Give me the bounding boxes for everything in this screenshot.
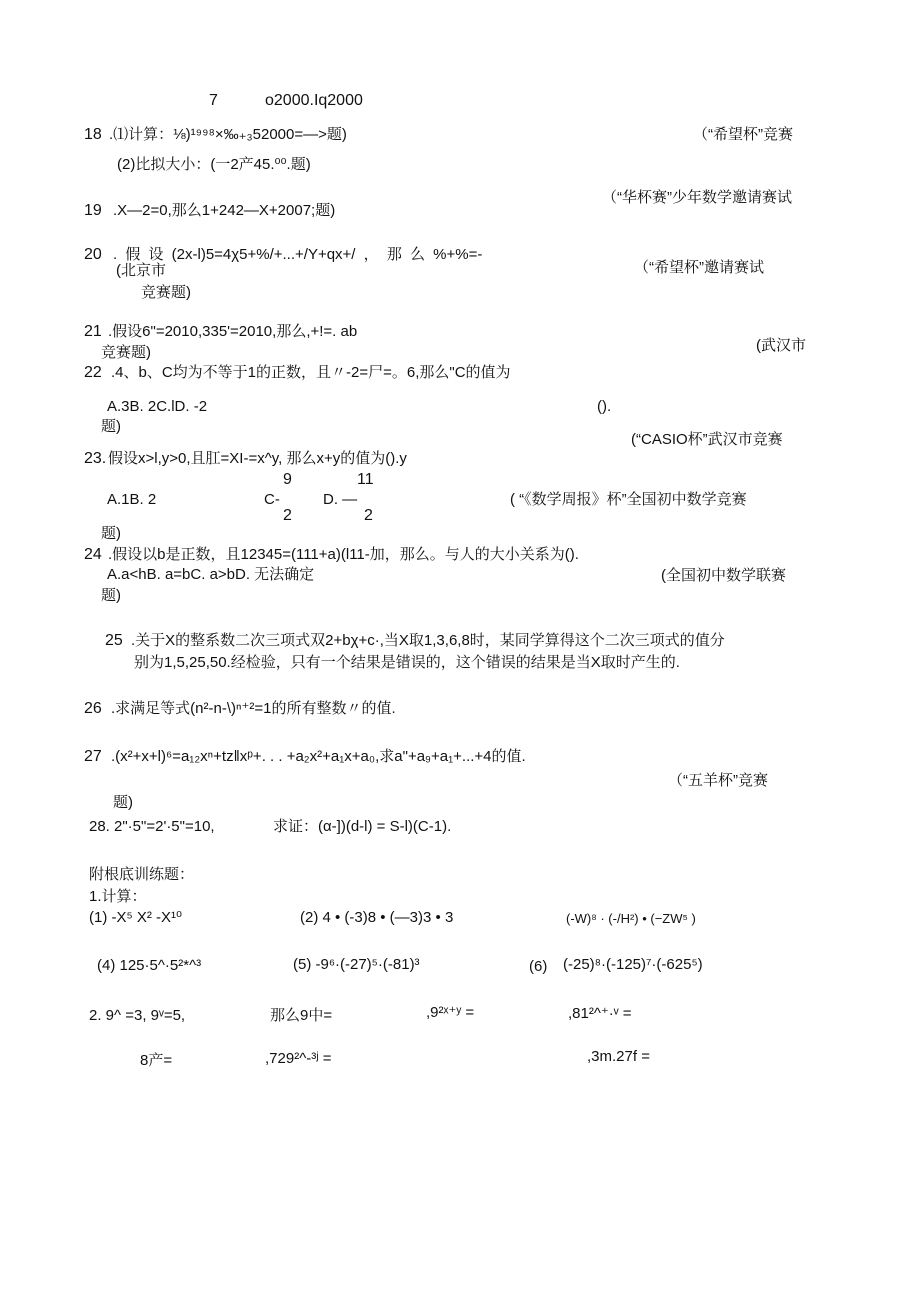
appendix-part1-title: 1.计算： [89, 888, 147, 905]
q23-frac-c-num: 9 [283, 471, 292, 488]
q24-options: A.a<hB. a=bC. a>bD. 无法确定 [107, 566, 315, 583]
appendix-title: 附根底训练题： [89, 866, 195, 883]
q18-part2: (2)比拟大小：(一2产45.⁰⁰.题) [117, 156, 311, 173]
q24-source-b: 题) [101, 587, 121, 604]
q26-number: 26 [84, 700, 102, 717]
q27-source-b: 题) [113, 794, 133, 811]
q18-source: （“希望杯”竞赛 [693, 126, 793, 143]
appendix-p2-6: ,729²^-³ʲ = [265, 1050, 332, 1067]
q22-paren: (). [597, 398, 612, 415]
q28-given: 28. 2"·5"=2'·5"=10, [89, 818, 215, 835]
appendix-p2-3: ,9²ˣ⁺ʸ = [426, 1004, 475, 1021]
q25-line2: 别为1,5,25,50.经检验，只有一个结果是错误的，这个错误的结果是当X取时产生的. [134, 654, 680, 671]
q19-source: （“华杯赛”少年数学邀请赛试 [602, 189, 792, 206]
q21-source-b: 竞赛题) [101, 344, 151, 361]
q23-opt-a: A.1B. 2 [107, 491, 157, 508]
q27-text: .(x²+x+l)⁶=a₁₂xⁿ+tz‖xᵖ+. . . +a₂x²+a₁x+a₀,求a"+a₉+a₁+...+4的值. [111, 748, 526, 765]
q21-source-a: (武汉市 [756, 337, 806, 354]
appendix-p1-3: (-W)⁸ · (-/H²) • (−ZW⁵ ) [566, 911, 696, 926]
q20-source-c: 竞赛题) [141, 284, 191, 301]
top-expression: o2000.Iq2000 [265, 92, 363, 109]
q23-source-b: 题) [101, 525, 121, 542]
q22-source-b: (“CASIO杯”武汉市竞赛 [631, 431, 783, 448]
appendix-p1-6-label: (6) [529, 958, 548, 975]
q23-frac-d-num: 11 [357, 471, 374, 488]
q24-text: .假设以b是正数，且12345=(111+a)(l11-加，那么。与人的大小关系为(). [108, 546, 579, 563]
q22-options: A.3B. 2C.lD. -2 [107, 398, 208, 415]
q27-source-a: （“五羊杯”竞赛 [668, 772, 768, 789]
q28-prove: 求证：(α-])(d-l) = S-l)(C-1). [273, 818, 452, 835]
q18-number: 18 [84, 126, 102, 143]
q20-source-b: （“希望杯”邀请赛试 [634, 259, 764, 276]
q20-source-a: (北京市 [116, 262, 166, 279]
q18-part1: .⑴计算：⅛)¹⁹⁹⁸×‰₊₃52000=—>题) [109, 126, 347, 143]
q25-number: 25 [105, 632, 123, 649]
q26-text: .求满足等式(n²-n-\)ⁿ⁺²=1的所有整数〃的值. [111, 700, 396, 717]
appendix-p2-7: ,3m.27f = [587, 1048, 650, 1065]
appendix-p1-4: (4) 125·5^·5²*^³ [97, 957, 202, 974]
q19-number: 19 [84, 202, 102, 219]
q23-frac-c-den: 2 [283, 507, 292, 524]
appendix-p2-1: 2. 9^ =3, 9ᵛ=5, [89, 1007, 186, 1024]
q23-frac-d-den: 2 [364, 507, 373, 524]
top-number: 7 [209, 92, 218, 109]
q24-number: 24 [84, 546, 102, 563]
q24-source-a: (全国初中数学联赛 [661, 567, 786, 584]
appendix-p2-2: 那么9中= [270, 1007, 333, 1024]
q23-number: 23. [84, 450, 107, 467]
appendix-p2-5: 8产= [140, 1052, 173, 1069]
appendix-p1-6: (-25)⁸·(-125)⁷·(-625⁵) [563, 956, 703, 973]
q22-number: 22 [84, 364, 102, 381]
q23-opt-c: C- [264, 491, 280, 508]
q22-text: .4、b、C均为不等于1的正数，且〃-2=尸=。6,那么"C的值为 [111, 364, 511, 381]
appendix-p1-2: (2) 4 • (-3)8 • (—3)3 • 3 [300, 909, 454, 926]
q19-text: .X—2=0,那么1+242—X+2007;题) [113, 202, 336, 219]
q20-text: . 假 设 (2x-l)5=4χ5+%/+...+/Y+qx+/ ， 那 么 %+%=- [113, 246, 483, 263]
q27-number: 27 [84, 748, 102, 765]
appendix-p1-5: (5) -9⁶·(-27)⁵·(-81)³ [293, 956, 420, 973]
q20-number: 20 [84, 246, 102, 263]
q23-opt-d: D. — [323, 491, 358, 508]
q25-line1: .关于X的整系数二次三项式双2+bχ+c·,当X取1,3,6,8时，某同学算得这个二次三项式的值分 [131, 632, 725, 649]
q23-source-a: ( “《数学周报》杯”全国初中数学竞赛 [510, 491, 747, 508]
q21-number: 21 [84, 323, 102, 340]
q22-source-a: 题) [101, 418, 121, 435]
q21-text: .假设6"=2010,335'=2010,那么,+!=. ab [108, 323, 358, 340]
appendix-p1-1: (1) -X⁵ X² -X¹⁰ [89, 909, 183, 926]
q23-text: 假设x>l,y>0,且肛=XI-=x^y, 那么x+y的值为().y [108, 450, 407, 467]
appendix-p2-4: ,81²^⁺·ᵛ = [568, 1005, 632, 1022]
